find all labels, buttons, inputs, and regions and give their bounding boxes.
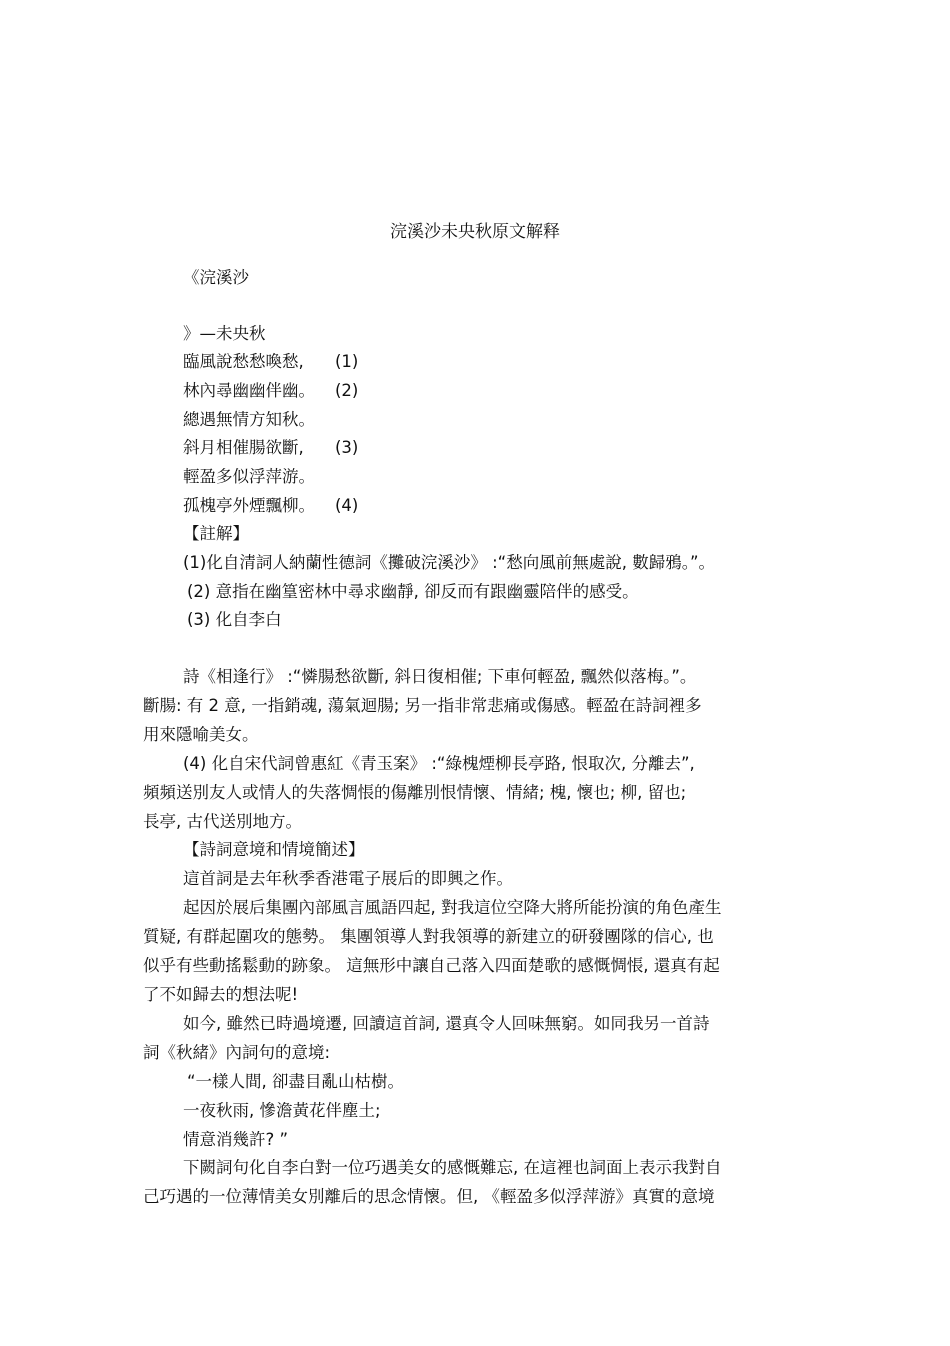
body-line-8: 下闕詞句化自李白對一位巧遇美女的感慨難忘, 在這裡也詞面上表示我對自 — [183, 1158, 722, 1177]
body-line-5: 了不如歸去的想法呢! — [143, 985, 299, 1004]
body-line-9: 己巧遇的一位薄情美女別離后的思念情懷。但, 《輕盈多似浮萍游》真實的意境 — [143, 1187, 715, 1206]
notes-heading: 【註解】 — [183, 524, 249, 543]
section-heading: 【詩詞意境和情境簡述】 — [183, 840, 365, 859]
poem-line-4: 斜月相催腸欲斷, — [183, 438, 304, 457]
quote-line-2: 一夜秋雨, 慘澹黃花伴塵土; — [183, 1101, 381, 1120]
poem-note-marker-1: (1) — [335, 352, 359, 371]
poem-line-2: 林內尋幽幽伴幽。 — [183, 381, 315, 400]
poem-heading-part2: 》—未央秋 — [183, 324, 266, 343]
note-2: (2) 意指在幽篁密林中尋求幽靜, 卻反而有跟幽靈陪伴的感受。 — [187, 582, 639, 601]
poem-heading-part1: 《浣溪沙 — [183, 268, 249, 287]
poem-line-1: 臨風說愁愁喚愁, — [183, 352, 304, 371]
note-1: (1)化自清詞人納蘭性德詞《攤破浣溪沙》 :“愁向風前無處說, 數歸鴉。”。 — [183, 553, 716, 572]
poem-note-marker-4: (3) — [335, 438, 359, 457]
note-3-line-2: 斷腸: 有 2 意, 一指銷魂, 蕩氣迴腸; 另一指非常悲痛或傷感。輕盈在詩詞裡多 — [143, 696, 702, 715]
body-line-4: 似乎有些動搖鬆動的跡象。 這無形中讓自己落入四面楚歌的感慨惆悵, 還真有起 — [143, 956, 720, 975]
quote-line-3: 情意消幾許? ” — [183, 1130, 289, 1149]
poem-line-5: 輕盈多似浮萍游。 — [183, 467, 315, 486]
body-line-1: 這首詞是去年秋季香港電子展后的即興之作。 — [183, 869, 513, 888]
note-3-continued: 詩《相逢行》 :“憐腸愁欲斷, 斜日復相催; 下車何輕盈, 飄然似落梅。”。 — [183, 667, 697, 686]
body-line-3: 質疑, 有群起圍攻的態勢。 集團領導人對我領導的新建立的研發團隊的信心, 也 — [143, 927, 714, 946]
note-3-line-3: 用來隱喻美女。 — [143, 725, 259, 744]
quote-line-1: “一樣人間, 卻盡目亂山枯樹。 — [187, 1072, 405, 1091]
body-line-6: 如今, 雖然已時過境遷, 回讀這首詞, 還真令人回味無窮。如同我另一首詩 — [183, 1014, 710, 1033]
poem-note-marker-6: (4) — [335, 496, 359, 515]
body-line-7: 詞《秋緒》內詞句的意境: — [143, 1043, 331, 1062]
poem-line-3: 總遇無情方知秋。 — [183, 410, 315, 429]
note-4: (4) 化自宋代詞曾惠紅《青玉案》 :“綠槐煙柳長亭路, 恨取次, 分離去”, — [183, 754, 695, 773]
note-4-line-3: 長亭, 古代送別地方。 — [143, 812, 302, 831]
note-4-line-2: 頻頻送別友人或情人的失落惆悵的傷離別恨情懷、情緒; 槐, 懷也; 柳, 留也; — [143, 783, 687, 802]
poem-line-6: 孤槐亭外煙飄柳。 — [183, 496, 315, 515]
body-line-2: 起因於展后集團內部風言風語四起, 對我這位空降大將所能扮演的角色產生 — [183, 898, 722, 917]
document-title: 浣溪沙未央秋原文解释 — [390, 222, 560, 242]
note-3: (3) 化自李白 — [187, 610, 282, 629]
poem-note-marker-2: (2) — [335, 381, 359, 400]
